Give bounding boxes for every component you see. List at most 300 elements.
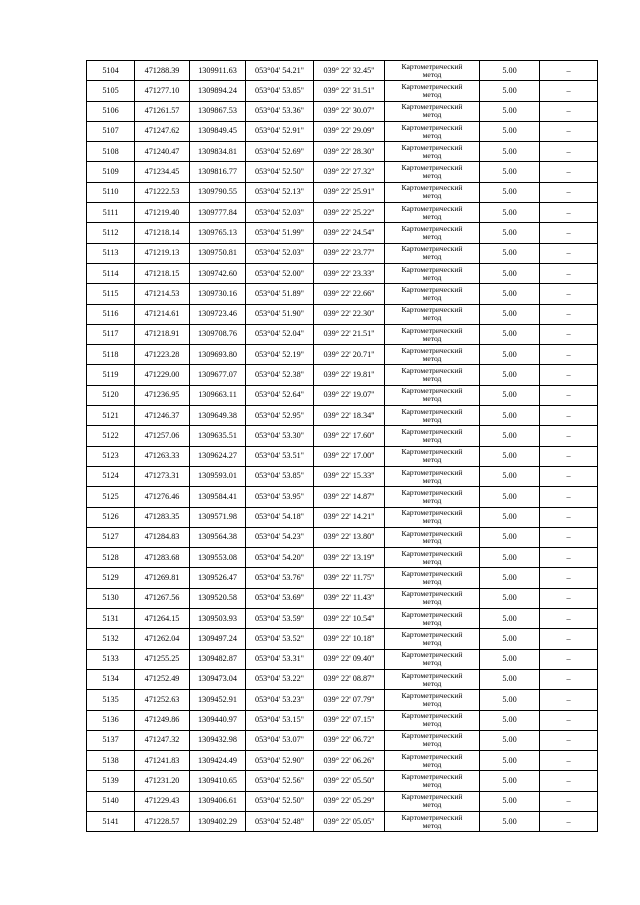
table-row (87, 791, 598, 811)
method-line-1: Картометрический (401, 751, 463, 761)
table-row (87, 710, 598, 730)
accuracy-cell: 5.00 (480, 142, 540, 162)
method-line-1: Картометрический (401, 224, 463, 234)
table-row (87, 507, 598, 527)
note-cell: – (540, 446, 598, 466)
longitude-cell: 039° 22' 28.30" (314, 142, 385, 162)
note-cell: – (540, 243, 598, 263)
method-cell (385, 487, 480, 507)
latitude-cell: 053°04' 53.59" (246, 609, 314, 629)
method-line-2: метод (422, 658, 442, 668)
table-row (87, 629, 598, 649)
method-cell (385, 811, 480, 831)
note-cell: – (540, 223, 598, 243)
accuracy-cell: 5.00 (480, 81, 540, 101)
method-line-1: Картометрический (401, 528, 463, 538)
point-number-cell: 5115 (87, 284, 135, 304)
y-coordinate-cell: 1309473.04 (190, 669, 246, 689)
method-cell (385, 61, 480, 81)
table-row (87, 61, 598, 81)
method-cell (385, 284, 480, 304)
y-coordinate-cell: 1309649.38 (190, 406, 246, 426)
method-cell (385, 548, 480, 568)
longitude-cell: 039° 22' 05.50" (314, 771, 385, 791)
method-line-1: Картометрический (401, 589, 463, 599)
accuracy-cell: 5.00 (480, 365, 540, 385)
accuracy-cell: 5.00 (480, 487, 540, 507)
longitude-cell: 039° 22' 25.22" (314, 203, 385, 223)
x-coordinate-cell: 471252.49 (135, 669, 190, 689)
method-line-2: метод (422, 434, 442, 444)
note-cell: – (540, 324, 598, 344)
latitude-cell: 053°04' 53.23" (246, 690, 314, 710)
point-number-cell: 5132 (87, 629, 135, 649)
method-cell (385, 446, 480, 466)
method-cell (385, 507, 480, 527)
table-row (87, 690, 598, 710)
method-line-1: Картометрический (401, 386, 463, 396)
method-cell (385, 588, 480, 608)
note-cell: – (540, 426, 598, 446)
point-number-cell: 5119 (87, 365, 135, 385)
y-coordinate-cell: 1309911.63 (190, 61, 246, 81)
latitude-cell: 053°04' 51.90" (246, 304, 314, 324)
method-cell (385, 121, 480, 141)
note-cell: – (540, 649, 598, 669)
longitude-cell: 039° 22' 10.54" (314, 609, 385, 629)
method-line-2: метод (422, 394, 442, 404)
x-coordinate-cell: 471277.10 (135, 81, 190, 101)
accuracy-cell: 5.00 (480, 791, 540, 811)
accuracy-cell: 5.00 (480, 568, 540, 588)
y-coordinate-cell: 1309526.47 (190, 568, 246, 588)
longitude-cell: 039° 22' 10.18" (314, 629, 385, 649)
method-line-2: метод (422, 617, 442, 627)
y-coordinate-cell: 1309503.93 (190, 609, 246, 629)
y-coordinate-cell: 1309410.65 (190, 771, 246, 791)
method-cell (385, 406, 480, 426)
latitude-cell: 053°04' 53.30" (246, 426, 314, 446)
table-row (87, 324, 598, 344)
accuracy-cell: 5.00 (480, 466, 540, 486)
point-number-cell: 5131 (87, 609, 135, 629)
latitude-cell: 053°04' 52.03" (246, 243, 314, 263)
longitude-cell: 039° 22' 27.32" (314, 162, 385, 182)
note-cell: – (540, 61, 598, 81)
longitude-cell: 039° 22' 11.75" (314, 568, 385, 588)
point-number-cell: 5105 (87, 81, 135, 101)
table-row (87, 548, 598, 568)
accuracy-cell: 5.00 (480, 669, 540, 689)
point-number-cell: 5123 (87, 446, 135, 466)
point-number-cell: 5113 (87, 243, 135, 263)
method-cell (385, 324, 480, 344)
x-coordinate-cell: 471284.83 (135, 527, 190, 547)
table-row (87, 527, 598, 547)
table-row (87, 406, 598, 426)
y-coordinate-cell: 1309693.80 (190, 345, 246, 365)
accuracy-cell: 5.00 (480, 588, 540, 608)
latitude-cell: 053°04' 54.21" (246, 61, 314, 81)
x-coordinate-cell: 471267.56 (135, 588, 190, 608)
longitude-cell: 039° 22' 23.33" (314, 263, 385, 283)
method-line-1: Картометрический (401, 142, 463, 152)
longitude-cell: 039° 22' 23.77" (314, 243, 385, 263)
note-cell: – (540, 385, 598, 405)
longitude-cell: 039° 22' 05.29" (314, 791, 385, 811)
x-coordinate-cell: 471262.04 (135, 629, 190, 649)
x-coordinate-cell: 471240.47 (135, 142, 190, 162)
longitude-cell: 039° 22' 31.51" (314, 81, 385, 101)
x-coordinate-cell: 471241.83 (135, 751, 190, 771)
method-line-2: метод (422, 759, 442, 769)
y-coordinate-cell: 1309894.24 (190, 81, 246, 101)
method-line-2: метод (422, 252, 442, 262)
y-coordinate-cell: 1309497.24 (190, 629, 246, 649)
x-coordinate-cell: 471247.62 (135, 121, 190, 141)
x-coordinate-cell: 471249.86 (135, 710, 190, 730)
x-coordinate-cell: 471283.35 (135, 507, 190, 527)
y-coordinate-cell: 1309867.53 (190, 101, 246, 121)
method-cell (385, 527, 480, 547)
x-coordinate-cell: 471283.68 (135, 548, 190, 568)
y-coordinate-cell: 1309663.11 (190, 385, 246, 405)
method-line-1: Картометрический (401, 122, 463, 132)
method-line-1: Картометрический (401, 366, 463, 376)
longitude-cell: 039° 22' 22.30" (314, 304, 385, 324)
accuracy-cell: 5.00 (480, 649, 540, 669)
method-line-1: Картометрический (401, 508, 463, 518)
x-coordinate-cell: 471229.43 (135, 791, 190, 811)
method-cell (385, 81, 480, 101)
latitude-cell: 053°04' 52.04" (246, 324, 314, 344)
note-cell: – (540, 182, 598, 202)
longitude-cell: 039° 22' 14.87" (314, 487, 385, 507)
method-line-1: Картометрический (401, 284, 463, 294)
accuracy-cell: 5.00 (480, 61, 540, 81)
method-cell (385, 730, 480, 750)
method-cell (385, 162, 480, 182)
method-line-1: Картометрический (401, 548, 463, 558)
method-line-2: метод (422, 374, 442, 384)
method-line-2: метод (422, 820, 442, 830)
method-line-1: Картометрический (401, 163, 463, 173)
table-row (87, 811, 598, 831)
accuracy-cell: 5.00 (480, 101, 540, 121)
method-cell (385, 223, 480, 243)
longitude-cell: 039° 22' 24.54" (314, 223, 385, 243)
point-number-cell: 5121 (87, 406, 135, 426)
accuracy-cell: 5.00 (480, 203, 540, 223)
accuracy-cell: 5.00 (480, 811, 540, 831)
accuracy-cell: 5.00 (480, 263, 540, 283)
method-cell (385, 304, 480, 324)
method-line-2: метод (422, 475, 442, 485)
table-row (87, 466, 598, 486)
y-coordinate-cell: 1309593.01 (190, 466, 246, 486)
accuracy-cell: 5.00 (480, 223, 540, 243)
method-cell (385, 142, 480, 162)
method-cell (385, 690, 480, 710)
y-coordinate-cell: 1309553.08 (190, 548, 246, 568)
table-row (87, 162, 598, 182)
point-number-cell: 5138 (87, 751, 135, 771)
table-row (87, 223, 598, 243)
point-number-cell: 5118 (87, 345, 135, 365)
x-coordinate-cell: 471214.53 (135, 284, 190, 304)
x-coordinate-cell: 471229.00 (135, 365, 190, 385)
point-number-cell: 5129 (87, 568, 135, 588)
note-cell: – (540, 811, 598, 831)
method-line-2: метод (422, 110, 442, 120)
latitude-cell: 053°04' 53.51" (246, 446, 314, 466)
method-line-2: метод (422, 130, 442, 140)
accuracy-cell: 5.00 (480, 548, 540, 568)
accuracy-cell: 5.00 (480, 609, 540, 629)
accuracy-cell: 5.00 (480, 446, 540, 466)
accuracy-cell: 5.00 (480, 284, 540, 304)
note-cell: – (540, 568, 598, 588)
x-coordinate-cell: 471219.13 (135, 243, 190, 263)
y-coordinate-cell: 1309765.13 (190, 223, 246, 243)
point-number-cell: 5130 (87, 588, 135, 608)
longitude-cell: 039° 22' 13.80" (314, 527, 385, 547)
longitude-cell: 039° 22' 29.09" (314, 121, 385, 141)
x-coordinate-cell: 471273.31 (135, 466, 190, 486)
point-number-cell: 5127 (87, 527, 135, 547)
latitude-cell: 053°04' 52.91" (246, 121, 314, 141)
y-coordinate-cell: 1309584.41 (190, 487, 246, 507)
y-coordinate-cell: 1309571.98 (190, 507, 246, 527)
method-line-2: метод (422, 211, 442, 221)
y-coordinate-cell: 1309790.55 (190, 182, 246, 202)
longitude-cell: 039° 22' 30.07" (314, 101, 385, 121)
longitude-cell: 039° 22' 18.34" (314, 406, 385, 426)
x-coordinate-cell: 471261.57 (135, 101, 190, 121)
latitude-cell: 053°04' 54.23" (246, 527, 314, 547)
method-line-2: метод (422, 455, 442, 465)
table-row (87, 121, 598, 141)
latitude-cell: 053°04' 53.95" (246, 487, 314, 507)
point-number-cell: 5104 (87, 61, 135, 81)
longitude-cell: 039° 22' 08.87" (314, 669, 385, 689)
x-coordinate-cell: 471276.46 (135, 487, 190, 507)
table-row (87, 385, 598, 405)
method-line-2: метод (422, 678, 442, 688)
method-line-1: Картометрический (401, 812, 463, 822)
x-coordinate-cell: 471246.37 (135, 406, 190, 426)
y-coordinate-cell: 1309564.38 (190, 527, 246, 547)
method-line-1: Картометрический (401, 670, 463, 680)
note-cell: – (540, 751, 598, 771)
table-row (87, 751, 598, 771)
point-number-cell: 5140 (87, 791, 135, 811)
y-coordinate-cell: 1309452.91 (190, 690, 246, 710)
x-coordinate-cell: 471263.33 (135, 446, 190, 466)
longitude-cell: 039° 22' 07.15" (314, 710, 385, 730)
note-cell: – (540, 730, 598, 750)
longitude-cell: 039° 22' 15.33" (314, 466, 385, 486)
latitude-cell: 053°04' 54.18" (246, 507, 314, 527)
table-row (87, 669, 598, 689)
method-line-2: метод (422, 272, 442, 282)
x-coordinate-cell: 471234.45 (135, 162, 190, 182)
table-row (87, 609, 598, 629)
method-line-1: Картометрический (401, 264, 463, 274)
x-coordinate-cell: 471264.15 (135, 609, 190, 629)
point-number-cell: 5124 (87, 466, 135, 486)
y-coordinate-cell: 1309677.07 (190, 365, 246, 385)
method-cell (385, 101, 480, 121)
method-line-2: метод (422, 89, 442, 99)
longitude-cell: 039° 22' 09.40" (314, 649, 385, 669)
y-coordinate-cell: 1309742.60 (190, 263, 246, 283)
point-number-cell: 5106 (87, 101, 135, 121)
method-line-1: Картометрический (401, 711, 463, 721)
note-cell: – (540, 345, 598, 365)
accuracy-cell: 5.00 (480, 406, 540, 426)
method-line-1: Картометрический (401, 427, 463, 437)
method-line-2: метод (422, 69, 442, 79)
method-line-1: Картометрический (401, 629, 463, 639)
point-number-cell: 5111 (87, 203, 135, 223)
y-coordinate-cell: 1309816.77 (190, 162, 246, 182)
method-line-2: метод (422, 516, 442, 526)
latitude-cell: 053°04' 52.03" (246, 203, 314, 223)
point-number-cell: 5125 (87, 487, 135, 507)
note-cell: – (540, 263, 598, 283)
method-line-2: метод (422, 232, 442, 242)
method-cell (385, 791, 480, 811)
note-cell: – (540, 142, 598, 162)
method-line-1: Картометрический (401, 102, 463, 112)
latitude-cell: 053°04' 53.36" (246, 101, 314, 121)
method-line-2: метод (422, 637, 442, 647)
note-cell: – (540, 487, 598, 507)
method-line-1: Картометрический (401, 792, 463, 802)
method-line-1: Картометрический (401, 81, 463, 91)
method-line-2: метод (422, 780, 442, 790)
note-cell: – (540, 121, 598, 141)
method-cell (385, 649, 480, 669)
accuracy-cell: 5.00 (480, 527, 540, 547)
table-row (87, 203, 598, 223)
method-line-1: Картометрический (401, 609, 463, 619)
longitude-cell: 039° 22' 13.19" (314, 548, 385, 568)
point-number-cell: 5112 (87, 223, 135, 243)
latitude-cell: 053°04' 52.50" (246, 162, 314, 182)
accuracy-cell: 5.00 (480, 629, 540, 649)
longitude-cell: 039° 22' 20.71" (314, 345, 385, 365)
method-line-1: Картометрический (401, 305, 463, 315)
y-coordinate-cell: 1309635.51 (190, 426, 246, 446)
method-cell (385, 243, 480, 263)
method-line-2: метод (422, 577, 442, 587)
method-line-2: метод (422, 495, 442, 505)
method-cell (385, 466, 480, 486)
method-cell (385, 365, 480, 385)
accuracy-cell: 5.00 (480, 507, 540, 527)
longitude-cell: 039° 22' 17.60" (314, 426, 385, 446)
point-number-cell: 5133 (87, 649, 135, 669)
table-row (87, 284, 598, 304)
y-coordinate-cell: 1309723.46 (190, 304, 246, 324)
method-line-1: Картометрический (401, 183, 463, 193)
latitude-cell: 053°04' 52.48" (246, 811, 314, 831)
accuracy-cell: 5.00 (480, 304, 540, 324)
x-coordinate-cell: 471228.57 (135, 811, 190, 831)
point-number-cell: 5126 (87, 507, 135, 527)
latitude-cell: 053°04' 53.22" (246, 669, 314, 689)
x-coordinate-cell: 471231.20 (135, 771, 190, 791)
latitude-cell: 053°04' 52.64" (246, 385, 314, 405)
accuracy-cell: 5.00 (480, 690, 540, 710)
latitude-cell: 053°04' 52.13" (246, 182, 314, 202)
method-cell (385, 385, 480, 405)
longitude-cell: 039° 22' 06.72" (314, 730, 385, 750)
longitude-cell: 039° 22' 21.51" (314, 324, 385, 344)
method-line-1: Картометрический (401, 569, 463, 579)
note-cell: – (540, 690, 598, 710)
method-line-1: Картометрический (401, 690, 463, 700)
method-line-2: метод (422, 353, 442, 363)
method-line-1: Картометрический (401, 406, 463, 416)
latitude-cell: 053°04' 53.52" (246, 629, 314, 649)
longitude-cell: 039° 22' 22.66" (314, 284, 385, 304)
x-coordinate-cell: 471223.28 (135, 345, 190, 365)
point-number-cell: 5139 (87, 771, 135, 791)
method-cell (385, 426, 480, 446)
table-row (87, 101, 598, 121)
x-coordinate-cell: 471236.95 (135, 385, 190, 405)
y-coordinate-cell: 1309406.61 (190, 791, 246, 811)
latitude-cell: 053°04' 52.38" (246, 365, 314, 385)
point-number-cell: 5141 (87, 811, 135, 831)
latitude-cell: 053°04' 51.89" (246, 284, 314, 304)
method-line-1: Картометрический (401, 447, 463, 457)
method-line-1: Картометрический (401, 772, 463, 782)
longitude-cell: 039° 22' 19.07" (314, 385, 385, 405)
point-number-cell: 5120 (87, 385, 135, 405)
point-number-cell: 5116 (87, 304, 135, 324)
point-number-cell: 5107 (87, 121, 135, 141)
method-cell (385, 771, 480, 791)
longitude-cell: 039° 22' 06.26" (314, 751, 385, 771)
note-cell: – (540, 609, 598, 629)
method-cell (385, 345, 480, 365)
note-cell: – (540, 629, 598, 649)
method-line-2: метод (422, 292, 442, 302)
method-cell (385, 182, 480, 202)
note-cell: – (540, 81, 598, 101)
method-line-1: Картометрический (401, 487, 463, 497)
method-line-2: метод (422, 414, 442, 424)
x-coordinate-cell: 471257.06 (135, 426, 190, 446)
method-line-2: метод (422, 333, 442, 343)
x-coordinate-cell: 471252.63 (135, 690, 190, 710)
method-line-2: метод (422, 597, 442, 607)
note-cell: – (540, 406, 598, 426)
method-cell (385, 263, 480, 283)
x-coordinate-cell: 471218.91 (135, 324, 190, 344)
y-coordinate-cell: 1309424.49 (190, 751, 246, 771)
method-line-2: метод (422, 150, 442, 160)
method-cell (385, 609, 480, 629)
y-coordinate-cell: 1309432.98 (190, 730, 246, 750)
x-coordinate-cell: 471247.32 (135, 730, 190, 750)
y-coordinate-cell: 1309777.84 (190, 203, 246, 223)
table-row (87, 426, 598, 446)
